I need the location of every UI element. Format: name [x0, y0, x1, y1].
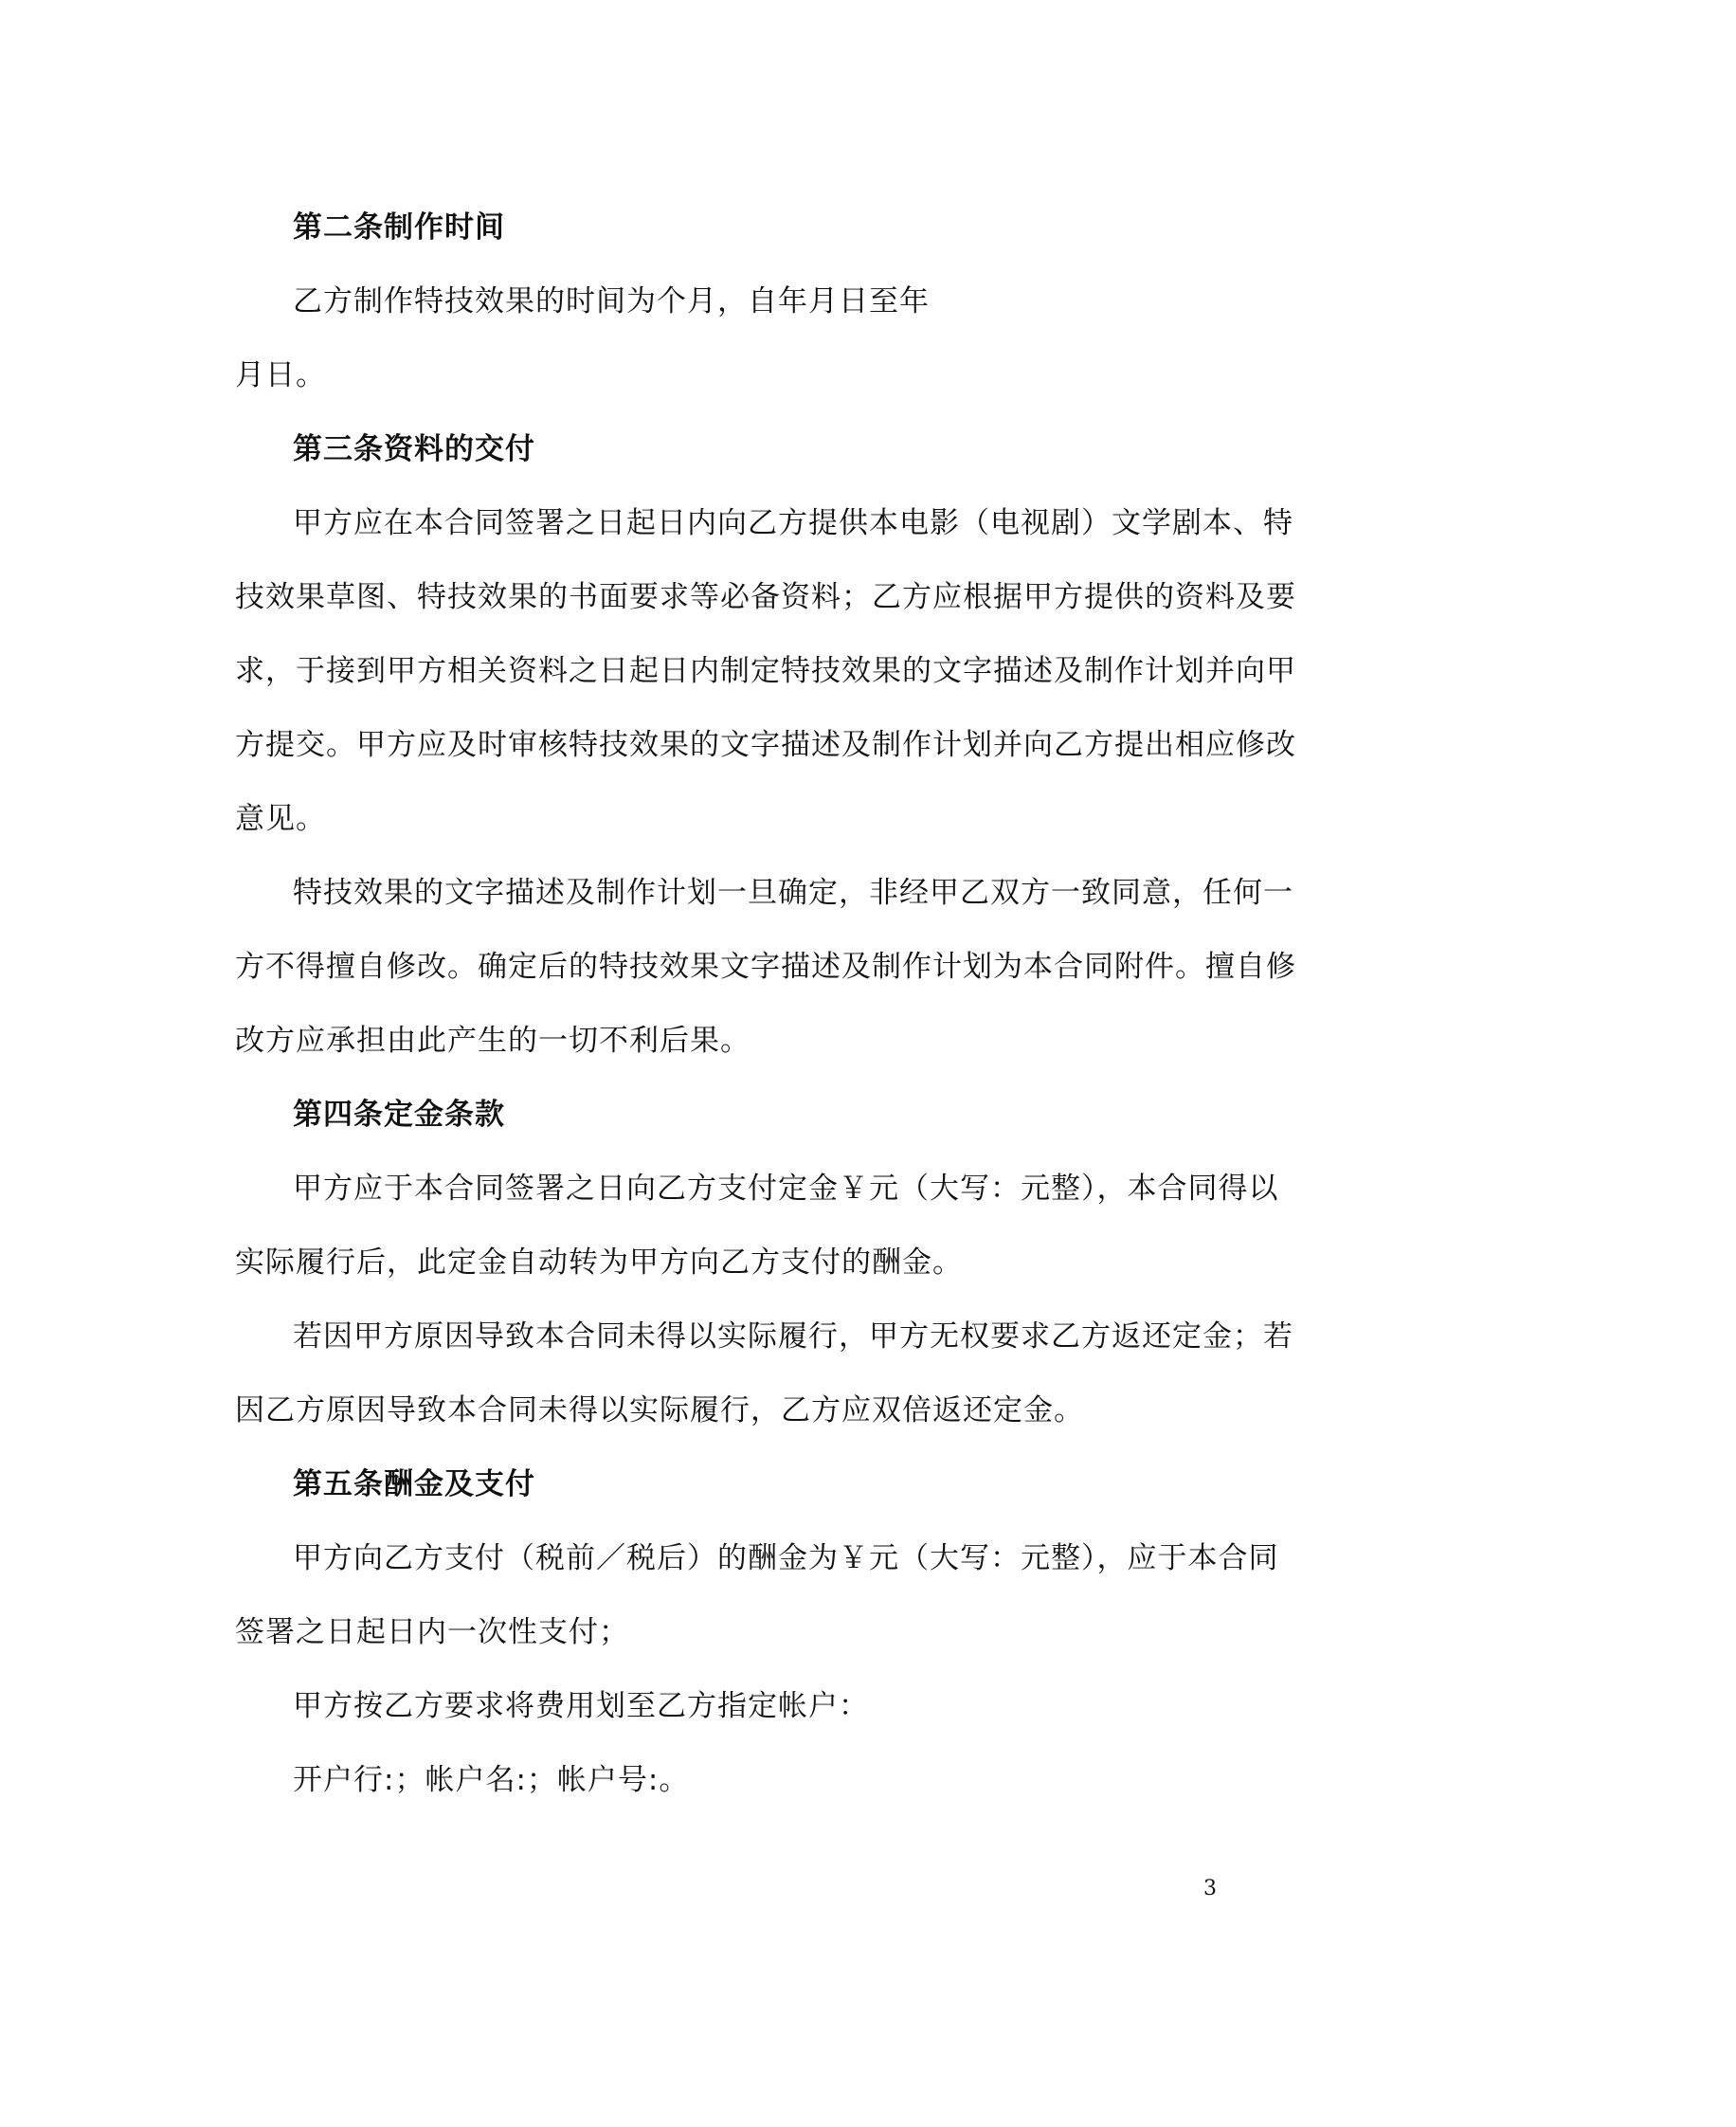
article-5-line-2: 签署之日起日内一次性支付； — [235, 1615, 629, 1649]
article-3-line-1: 甲方应在本合同签署之日起日内向乙方提供本电影（电视剧）文学剧本、特 — [293, 506, 1293, 540]
article-5-line-3: 甲方按乙方要求将费用划至乙方指定帐户： — [293, 1689, 869, 1723]
article-4-line-2: 实际履行后，此定金自动转为甲方向乙方支付的酬金。 — [235, 1245, 963, 1280]
article-3-line-4: 方提交。甲方应及时审核特技效果的文字描述及制作计划并向乙方提出相应修改 — [235, 728, 1296, 762]
article-2-heading: 第二条制作时间 — [293, 210, 505, 245]
article-3-line-7: 方不得擅自修改。确定后的特技效果文字描述及制作计划为本合同附件。擅自修 — [235, 950, 1296, 984]
article-3-line-5: 意见。 — [235, 802, 326, 836]
page-number: 3 — [1203, 1877, 1217, 1900]
article-5-line-4: 开户行:；帐户名:；帐户号:。 — [293, 1763, 690, 1797]
article-3-line-2: 技效果草图、特技效果的书面要求等必备资料；乙方应根据甲方提供的资料及要 — [235, 580, 1296, 614]
article-3-heading: 第三条资料的交付 — [293, 432, 535, 466]
article-4-line-3: 若因甲方原因导致本合同未得以实际履行，甲方无权要求乙方返还定金；若 — [293, 1319, 1293, 1354]
article-5-heading: 第五条酬金及支付 — [293, 1467, 535, 1501]
article-4-heading: 第四条定金条款 — [293, 1098, 505, 1132]
article-3-line-8: 改方应承担由此产生的一切不利后果。 — [235, 1024, 750, 1058]
article-3-line-6: 特技效果的文字描述及制作计划一旦确定，非经甲乙双方一致同意，任何一 — [293, 876, 1293, 910]
article-5-line-1: 甲方向乙方支付（税前／税后）的酬金为￥元（大写：元整），应于本合同 — [293, 1541, 1279, 1575]
article-3-line-3: 求，于接到甲方相关资料之日起日内制定特技效果的文字描述及制作计划并向甲 — [235, 654, 1296, 688]
article-4-line-1: 甲方应于本合同签署之日向乙方支付定金￥元（大写：元整），本合同得以 — [293, 1172, 1279, 1206]
article-2-line-2: 月日。 — [235, 358, 326, 392]
article-2-line-1: 乙方制作特技效果的时间为个月，自年月日至年 — [293, 284, 930, 318]
article-4-line-4: 因乙方原因导致本合同未得以实际履行，乙方应双倍返还定金。 — [235, 1393, 1084, 1427]
